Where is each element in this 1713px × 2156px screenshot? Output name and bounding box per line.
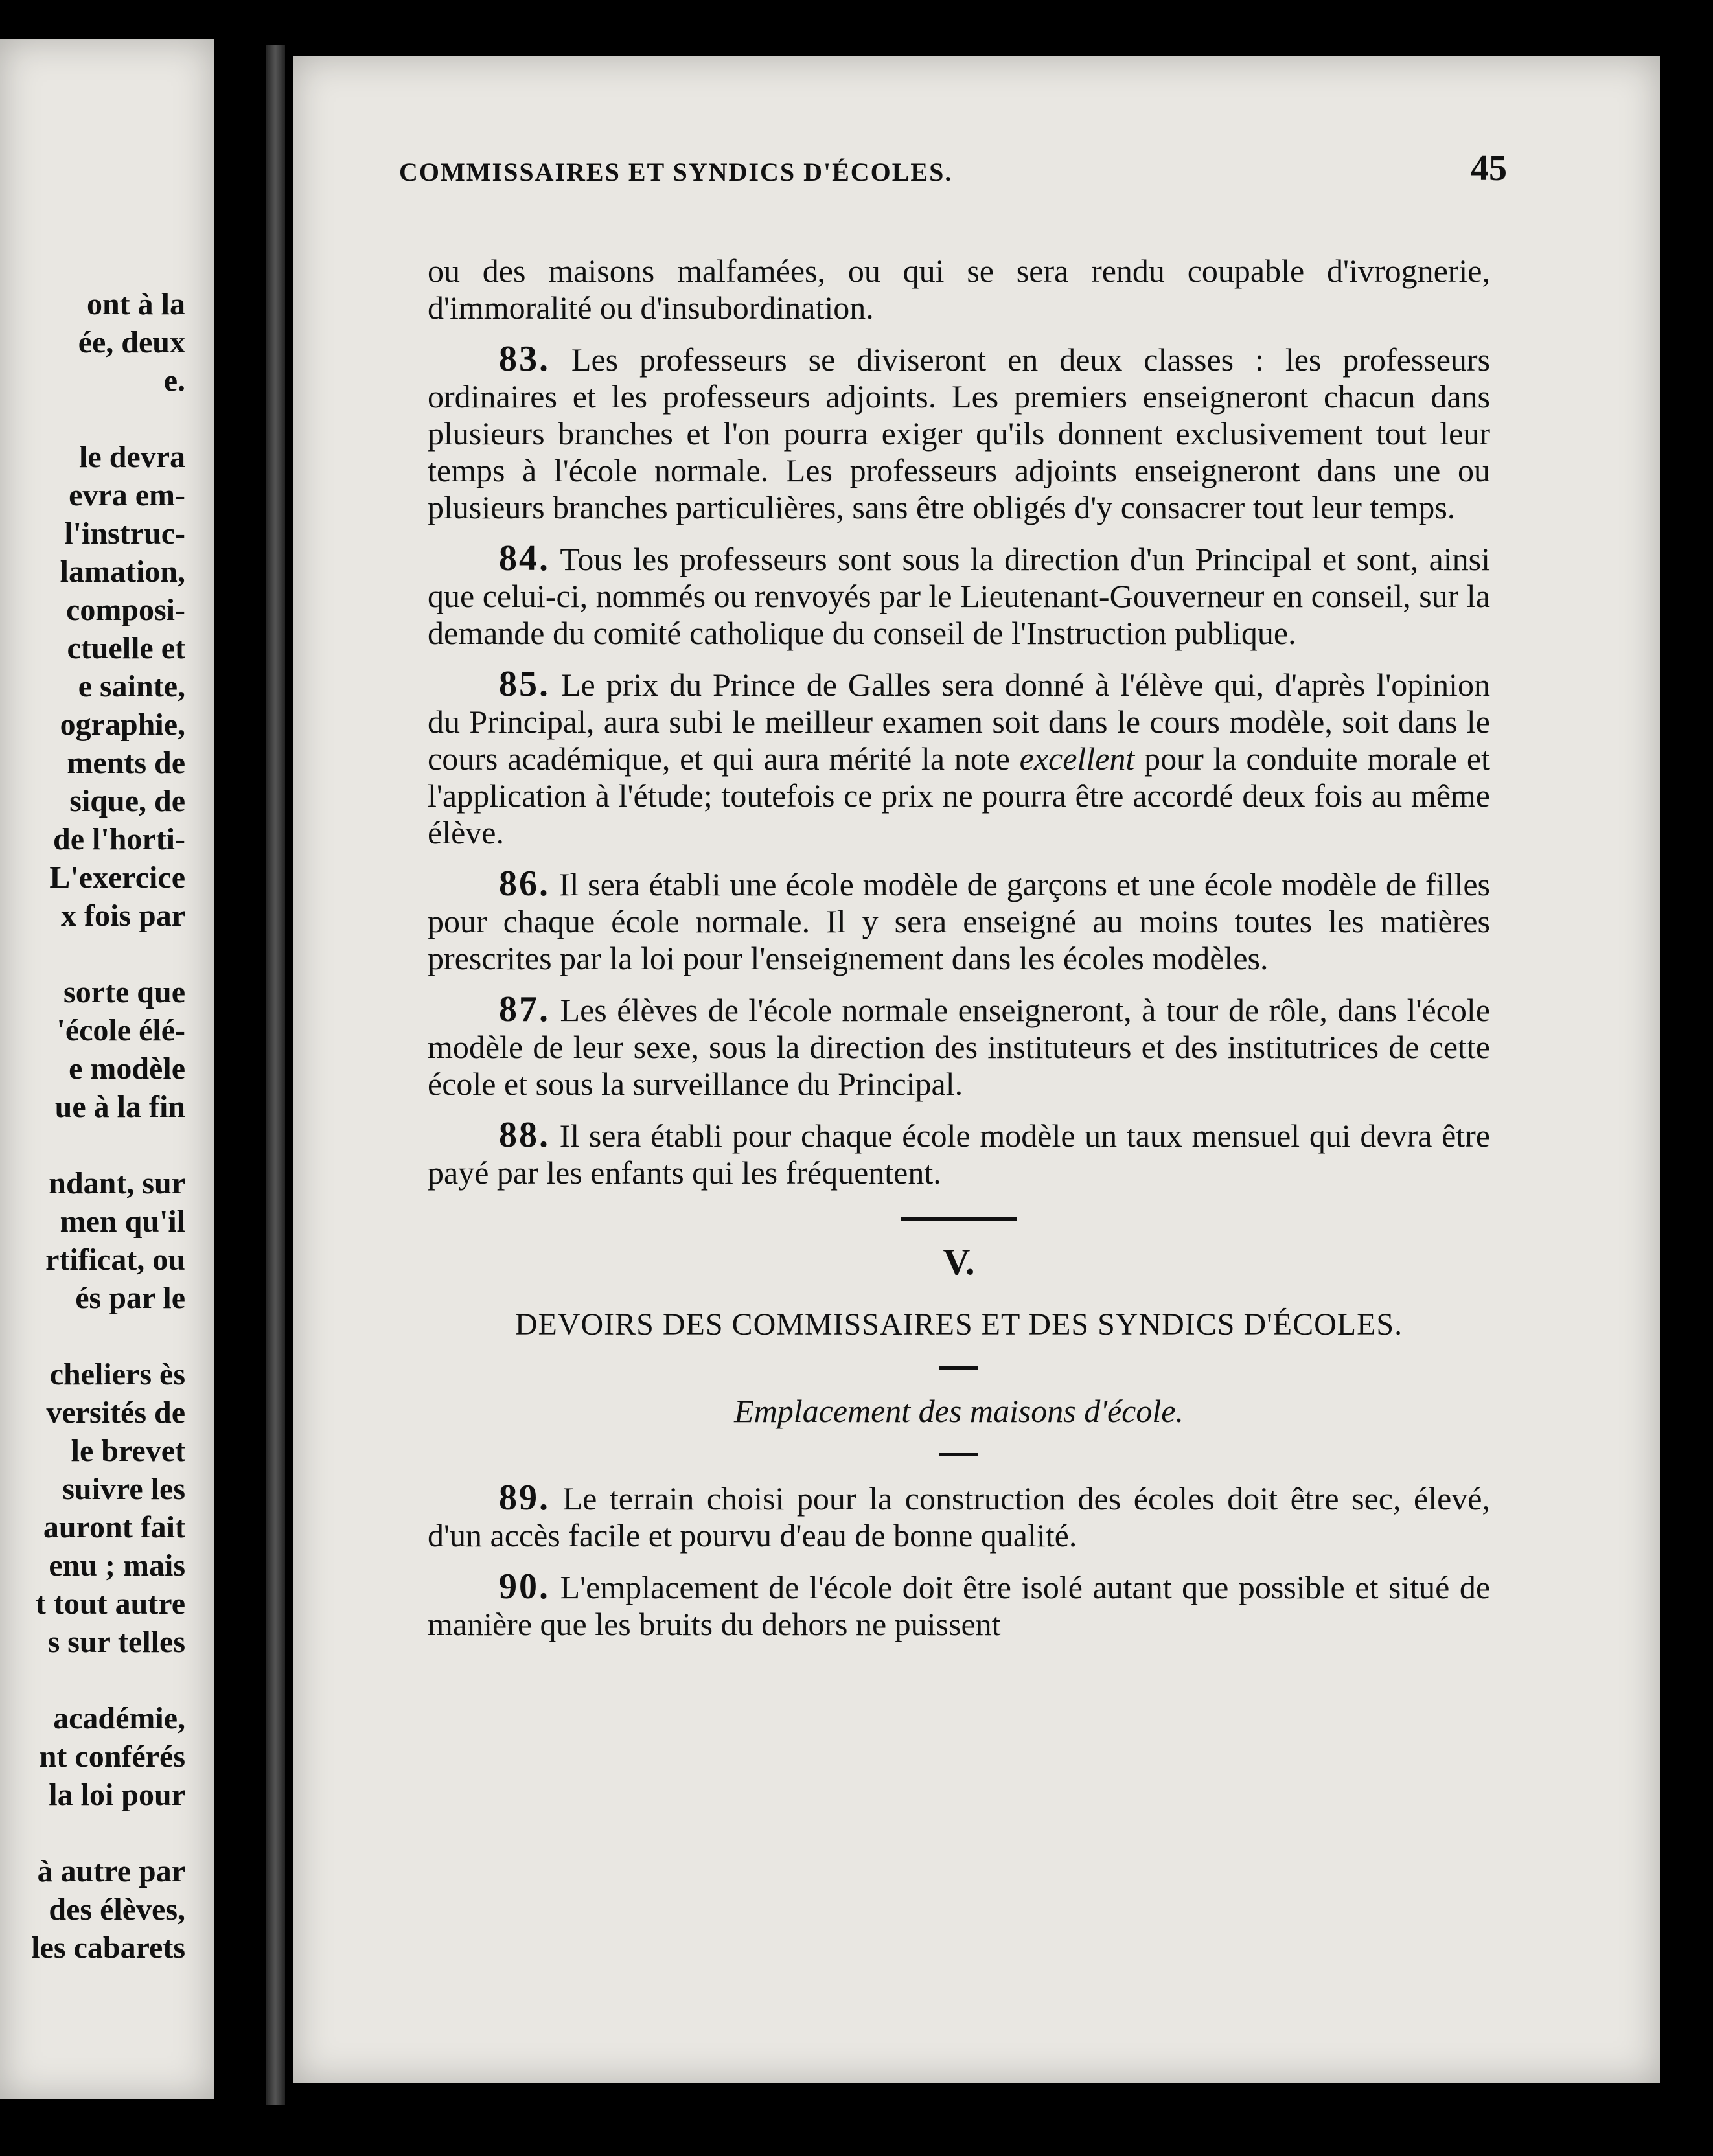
left-page-line: sorte que: [63, 975, 185, 1009]
left-page-line: ctuelle et: [67, 631, 185, 665]
left-page-line: versités de: [46, 1395, 185, 1430]
left-page-line: des élèves,: [49, 1892, 185, 1927]
article-text: Le terrain choisi pour la construction des écoles doit être sec, élevé, d'un accès facile et pourvu d'eau de bonne qualité.: [428, 1480, 1491, 1554]
left-page-line: auront fait: [43, 1510, 185, 1544]
article-text: Tous les professeurs sont sous la direction d'un Principal et sont, ainsi que celui-ci, nommés ou renvoyés par le Lieutenant-Gouverneur en conseil, sur la demande du comité catholique du conseil de l'Instruction publique.: [428, 541, 1490, 651]
article-number: 90.: [499, 1566, 550, 1607]
book-gutter: [266, 45, 285, 2105]
article-85: [428, 666, 1490, 851]
left-page-line: les cabarets: [31, 1931, 185, 1965]
left-page-line: ont à la: [86, 287, 185, 321]
article-number: 86.: [499, 864, 550, 904]
left-page-line: men qu'il: [60, 1204, 185, 1239]
article-90: [428, 1568, 1490, 1643]
article-number: 84.: [499, 538, 550, 579]
left-page-line: [0, 1814, 185, 1852]
left-page-line: suivre les: [62, 1472, 185, 1506]
article-86: [428, 866, 1490, 977]
subsection-title: Emplacement des maisons d'école.: [734, 1393, 1184, 1429]
left-page-line: [0, 935, 185, 973]
article-83: [428, 341, 1490, 526]
left-page-line: rtificat, ou: [45, 1243, 185, 1277]
page-body: [428, 253, 1490, 1657]
left-page-line: le devra: [79, 440, 185, 474]
article-emphasis: excellent: [1019, 740, 1135, 777]
article-number: 87.: [499, 989, 550, 1029]
left-page-line: ments de: [67, 746, 185, 780]
left-page-line: és par le: [75, 1281, 185, 1315]
left-page-line: ndant, sur: [49, 1166, 185, 1200]
left-page-line: l'instruc-: [64, 516, 185, 551]
article-text: Il sera établi pour chaque école modèle un taux mensuel qui devra être payé par les enfants qui les fréquentent.: [428, 1118, 1490, 1191]
left-page-line: académie,: [53, 1701, 185, 1736]
left-page-line: [0, 1126, 185, 1164]
left-page-line: e.: [163, 363, 185, 398]
article-88: [428, 1117, 1490, 1191]
left-page-text: [0, 285, 185, 1967]
subtitle-divider: [939, 1453, 978, 1456]
left-page-line: cheliers ès: [49, 1357, 185, 1392]
running-title: COMMISSAIRES ET SYNDICS D'ÉCOLES.: [399, 157, 953, 187]
article-text: Les professeurs se diviseront en deux classes : les professeurs ordinaires et les professeurs adjoints. Les premiers enseigneront chacun dans plusieurs branches et l'on pourra exiger qu'ils donnent exclusivement tout leur temps à l'école normale. Les professeurs adjoints enseigneront dans une ou plusieurs branches particulières, sans être obligés d'y consacrer tout leur temps.: [428, 341, 1491, 525]
left-page-line: 'école élé-: [56, 1013, 185, 1048]
left-page-line: de l'horti-: [53, 822, 185, 856]
left-page-line: evra em-: [69, 478, 185, 512]
left-page-line: e modèle: [69, 1051, 185, 1086]
title-divider: [939, 1366, 978, 1370]
page-number: 45: [1471, 148, 1507, 189]
left-page-fragment: [0, 39, 214, 2099]
article-number: 83.: [499, 339, 550, 379]
left-page-line: t tout autre: [35, 1587, 185, 1621]
article-text: Les élèves de l'école normale enseigneront, à tour de rôle, dans l'école modèle de leur sexe, sous la direction des instituteurs et des institutrices de cette école et sous la surveillance du Principal.: [428, 992, 1490, 1102]
left-page-line: ue à la fin: [54, 1090, 185, 1124]
article-text: Le prix du Prince de Galles sera donné à l'élève qui, d'après l'opinion du Principal, aura subi le meilleur examen soit dans le cours modèle, soit dans le cours académique, et qui aura mérité la note: [428, 667, 1491, 777]
left-page-line: s sur telles: [47, 1625, 185, 1659]
left-page-line: lamation,: [60, 555, 185, 589]
article-text: pour la conduite morale et l'application à l'étude; toutefois ce prix ne pourra être accordé deux fois au même élève.: [428, 740, 1490, 851]
article-text: Il sera établi une école modèle de garçons et une école modèle de filles pour chaque école normale. Il y sera enseigné au moins toutes les matières prescrites par la loi pour l'enseignement dans les écoles modèles.: [428, 866, 1490, 976]
left-page-line: [0, 1661, 185, 1699]
opening-paragraph: ou des maisons malfamées, ou qui se sera rendu coupable d'ivrognerie, d'immoralité ou d'insubordination.: [428, 253, 1490, 326]
left-page-line: composi-: [66, 593, 185, 627]
left-page-line: enu ; mais: [49, 1548, 185, 1583]
article-number: 85.: [499, 664, 550, 704]
article-87: [428, 991, 1490, 1103]
left-page-line: la loi pour: [49, 1778, 185, 1812]
article-text: L'emplacement de l'école doit être isolé autant que possible et situé de manière que les bruits du dehors ne puissent: [428, 1569, 1491, 1642]
section-title: DEVOIRS DES COMMISSAIRES ET DES SYNDICS D'ÉCOLES.: [514, 1307, 1403, 1342]
left-page-line: le brevet: [71, 1434, 185, 1468]
section-number: V.: [943, 1241, 975, 1283]
left-page-line: ée, deux: [78, 325, 185, 360]
left-page-line: [0, 1317, 185, 1355]
left-page-line: L'exercice: [49, 860, 185, 895]
left-page-line: ographie,: [60, 707, 185, 742]
article-84: [428, 540, 1490, 652]
left-page-line: sique, de: [69, 784, 185, 818]
left-page-line: à autre par: [37, 1854, 185, 1888]
article-number: 88.: [499, 1115, 550, 1155]
left-page-line: e sainte,: [78, 669, 185, 704]
section-divider: [901, 1217, 1017, 1221]
article-number: 89.: [499, 1478, 550, 1518]
left-page-line: [0, 400, 185, 438]
left-page-line: x fois par: [61, 899, 185, 933]
article-89: [428, 1480, 1490, 1554]
left-page-line: nt conférés: [39, 1739, 185, 1774]
